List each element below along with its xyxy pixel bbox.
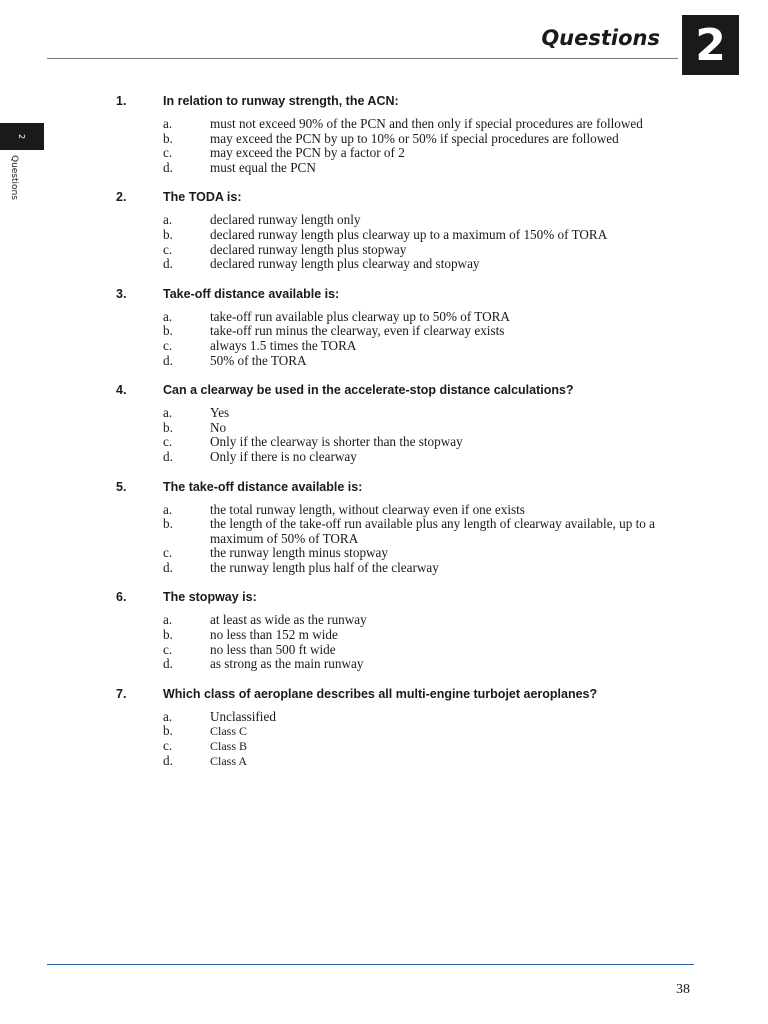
option-text: may exceed the PCN by a factor of 2 [210, 145, 405, 161]
option-letter: a. [163, 116, 173, 131]
option-letter: a. [163, 708, 173, 724]
answer-option [116, 643, 696, 658]
question-stem [116, 479, 696, 495]
question-stem [116, 189, 696, 205]
side-tab-number: 2 [17, 133, 27, 140]
question-number: 2. [116, 190, 127, 205]
answer-option [116, 503, 696, 518]
answer-option [116, 657, 696, 672]
option-letter: d. [163, 559, 173, 575]
question-number: 5. [116, 479, 127, 494]
option-letter: a. [163, 308, 173, 324]
option-text: the length of the take-off run available plus any length of clearway available, up to a maximum of 50% of TORA [210, 516, 656, 546]
option-letter: c. [163, 145, 173, 161]
option-text: the runway length minus stopway [210, 545, 389, 561]
option-letter: c. [163, 434, 173, 450]
question-list [116, 93, 696, 782]
question-5 [116, 479, 696, 576]
question-1 [116, 93, 696, 175]
question-6 [116, 589, 696, 671]
question-text: Can a clearway be used in the accelerate-stop distance calculations? [163, 383, 574, 398]
answer-option [116, 146, 696, 161]
option-text: Yes [210, 405, 230, 421]
option-text: Only if there is no clearway [210, 448, 357, 464]
option-text: declared runway length plus stopway [210, 241, 407, 257]
option-letter: c. [163, 241, 173, 257]
option-letter: d. [163, 656, 173, 672]
option-text: declared runway length plus clearway and stopway [210, 256, 480, 272]
question-number: 1. [116, 94, 127, 108]
option-text: always 1.5 times the TORA [210, 337, 357, 353]
option-text: the runway length plus half of the clearway [210, 559, 439, 575]
question-4 [116, 382, 696, 464]
option-letter: d. [163, 159, 173, 175]
answer-option [116, 257, 696, 272]
page-number: 38 [676, 982, 690, 997]
question-text: In relation to runway strength, the ACN: [163, 94, 399, 108]
question-2 [116, 189, 696, 271]
option-letter: b. [163, 130, 173, 146]
option-letter: d. [163, 752, 173, 768]
question-stem [116, 589, 696, 605]
option-text: as strong as the main runway [210, 656, 364, 672]
option-text: Class A [210, 753, 248, 768]
option-text: take-off run minus the clearway, even if clearway exists [210, 323, 505, 339]
answer-option [116, 561, 696, 576]
option-text: must not exceed 90% of the PCN and then only if special procedures are followed [210, 116, 643, 131]
question-text: The take-off distance available is: [163, 479, 363, 494]
option-letter: b. [163, 323, 173, 339]
question-number: 3. [116, 286, 127, 301]
answer-option [116, 243, 696, 258]
question-3 [116, 286, 696, 368]
footer-divider [47, 964, 694, 965]
option-text: no less than 500 ft wide [210, 641, 336, 657]
option-letter: a. [163, 405, 173, 421]
header-title: Questions [541, 26, 660, 50]
option-letter: b. [163, 516, 173, 532]
option-letter: c. [163, 545, 173, 561]
option-letter: b. [163, 627, 173, 643]
option-text: declared runway length only [210, 212, 361, 228]
option-text: must equal the PCN [210, 159, 316, 175]
option-text: 50% of the TORA [210, 352, 307, 368]
option-text: Class B [210, 739, 248, 754]
answer-option [116, 161, 696, 176]
question-text: Take-off distance available is: [163, 286, 340, 301]
option-letter: c. [163, 738, 173, 754]
question-text: The TODA is: [163, 190, 242, 205]
option-letter: c. [163, 641, 173, 657]
option-text: No [210, 419, 227, 435]
option-letter: a. [163, 612, 173, 628]
answer-option [116, 310, 696, 325]
question-7 [116, 686, 696, 768]
answer-option [116, 339, 696, 354]
option-letter: c. [163, 337, 173, 353]
option-letter: a. [163, 212, 173, 228]
question-text: Which class of aeroplane describes all multi-engine turbojet aeroplanes? [163, 686, 598, 701]
question-stem [116, 382, 696, 398]
question-number: 6. [116, 590, 127, 605]
answer-option [116, 754, 696, 769]
side-chapter-tab [0, 123, 44, 150]
answer-option [116, 213, 696, 228]
answer-option [116, 613, 696, 628]
option-text: Only if the clearway is shorter than the stopway [210, 434, 463, 450]
header-divider [47, 58, 678, 59]
answer-option [116, 628, 696, 643]
chapter-number-badge: 2 [682, 15, 739, 75]
option-text: no less than 152 m wide [210, 627, 338, 643]
option-text: Unclassified [210, 708, 276, 724]
answer-option [116, 421, 696, 436]
question-number: 7. [116, 686, 127, 701]
option-text: Class C [210, 724, 248, 739]
answer-option [116, 450, 696, 465]
answer-option [116, 724, 696, 739]
option-letter: d. [163, 256, 173, 272]
question-stem [116, 93, 696, 109]
answer-option [116, 117, 696, 132]
option-text: may exceed the PCN by up to 10% or 50% if special procedures are followed [210, 130, 619, 146]
option-letter: d. [163, 352, 173, 368]
answer-option [116, 739, 696, 754]
question-number: 4. [116, 383, 127, 398]
answer-option [116, 132, 696, 147]
answer-option [116, 228, 696, 243]
option-text: take-off run available plus clearway up to 50% of TORA [210, 308, 510, 324]
option-letter: b. [163, 419, 173, 435]
answer-option [116, 517, 696, 546]
answer-option [116, 406, 696, 421]
answer-option [116, 435, 696, 450]
side-tab-label: Questions [9, 155, 19, 200]
option-letter: b. [163, 226, 173, 242]
question-stem [116, 286, 696, 302]
option-letter: a. [163, 501, 173, 517]
question-stem [116, 686, 696, 702]
answer-option [116, 354, 696, 369]
option-letter: b. [163, 723, 173, 739]
question-text: The stopway is: [163, 590, 257, 605]
answer-option [116, 546, 696, 561]
answer-option [116, 710, 696, 725]
option-text: the total runway length, without clearway even if one exists [210, 501, 525, 517]
option-text: declared runway length plus clearway up to a maximum of 150% of TORA [210, 226, 608, 242]
answer-option [116, 324, 696, 339]
option-letter: d. [163, 448, 173, 464]
option-text: at least as wide as the runway [210, 612, 367, 628]
